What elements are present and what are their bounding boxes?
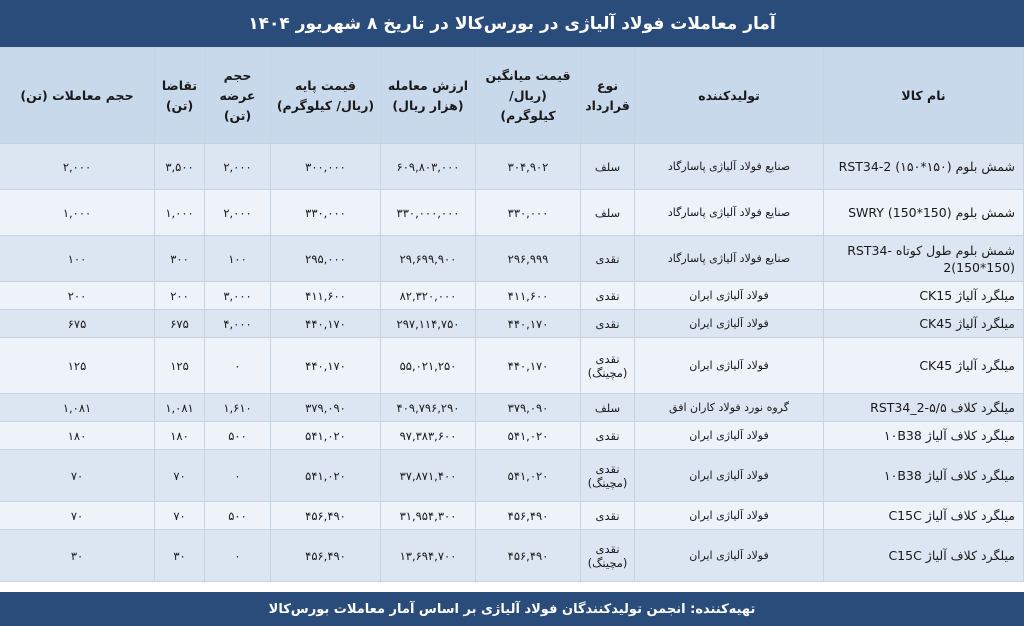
cell-supply: ۱,۶۱۰ bbox=[205, 394, 271, 422]
cell-demand: ۷۰ bbox=[155, 502, 205, 530]
cell-base-price: ۴۴۰,۱۷۰ bbox=[271, 338, 381, 394]
cell-name: میلگرد آلیاژ CK45 bbox=[824, 310, 1024, 338]
cell-supply: ۵۰۰ bbox=[205, 502, 271, 530]
cell-avg-price: ۴۴۰,۱۷۰ bbox=[476, 338, 581, 394]
table-header-row bbox=[0, 48, 1024, 144]
cell-name: شمش بلوم (۱۵۰*۱۵۰) RST34-2 bbox=[824, 144, 1024, 190]
cell-avg-price: ۲۹۶,۹۹۹ bbox=[476, 236, 581, 282]
cell-name: میلگرد کلاف ۵/۵-RST34_2 bbox=[824, 394, 1024, 422]
cell-supply: ۰ bbox=[205, 530, 271, 582]
cell-trade-value: ۳۱,۹۵۴,۳۰۰ bbox=[381, 502, 476, 530]
cell-supply: ۵۰۰ bbox=[205, 422, 271, 450]
cell-name: شمش بلوم (150*150) SWRY bbox=[824, 190, 1024, 236]
cell-trade-value: ۳۳۰,۰۰۰,۰۰۰ bbox=[381, 190, 476, 236]
table-row bbox=[0, 394, 1024, 422]
cell-producer: صنایع فولاد آلیاژی پاسارگاد bbox=[635, 144, 824, 190]
header-supply: حجم عرضه (تن) bbox=[205, 48, 271, 144]
table-row bbox=[0, 144, 1024, 190]
table-body bbox=[0, 144, 1024, 582]
cell-contract: نقدی (مچینگ) bbox=[581, 450, 635, 502]
cell-avg-price: ۵۴۱,۰۲۰ bbox=[476, 450, 581, 502]
cell-base-price: ۴۵۶,۴۹۰ bbox=[271, 502, 381, 530]
table-row bbox=[0, 236, 1024, 282]
cell-supply: ۲,۰۰۰ bbox=[205, 144, 271, 190]
cell-supply: ۱۰۰ bbox=[205, 236, 271, 282]
cell-volume: ۶۷۵ bbox=[0, 310, 155, 338]
cell-volume: ۳۰ bbox=[0, 530, 155, 582]
table-row bbox=[0, 310, 1024, 338]
header-trade-value: ارزش معامله (هزار ریال) bbox=[381, 48, 476, 144]
cell-contract: نقدی bbox=[581, 502, 635, 530]
cell-contract: نقدی bbox=[581, 310, 635, 338]
cell-producer: صنایع فولاد آلیاژی پاسارگاد bbox=[635, 236, 824, 282]
cell-avg-price: ۳۳۰,۰۰۰ bbox=[476, 190, 581, 236]
cell-demand: ۱۲۵ bbox=[155, 338, 205, 394]
table-row bbox=[0, 530, 1024, 582]
cell-trade-value: ۸۲,۳۲۰,۰۰۰ bbox=[381, 282, 476, 310]
cell-name: میلگرد کلاف آلیاژ ۱۰B38 bbox=[824, 450, 1024, 502]
cell-volume: ۲۰۰ bbox=[0, 282, 155, 310]
cell-contract: سلف bbox=[581, 144, 635, 190]
cell-contract: سلف bbox=[581, 394, 635, 422]
cell-contract: نقدی (مچینگ) bbox=[581, 338, 635, 394]
trades-table bbox=[0, 47, 1024, 582]
cell-demand: ۶۷۵ bbox=[155, 310, 205, 338]
cell-base-price: ۴۴۰,۱۷۰ bbox=[271, 310, 381, 338]
cell-avg-price: ۴۵۶,۴۹۰ bbox=[476, 530, 581, 582]
header-name: نام کالا bbox=[824, 48, 1024, 144]
cell-supply: ۴,۰۰۰ bbox=[205, 310, 271, 338]
cell-avg-price: ۳۰۴,۹۰۲ bbox=[476, 144, 581, 190]
cell-volume: ۷۰ bbox=[0, 450, 155, 502]
cell-producer: فولاد آلیاژی ایران bbox=[635, 310, 824, 338]
cell-demand: ۳۰ bbox=[155, 530, 205, 582]
cell-demand: ۳۰۰ bbox=[155, 236, 205, 282]
cell-base-price: ۳۰۰,۰۰۰ bbox=[271, 144, 381, 190]
cell-base-price: ۳۷۹,۰۹۰ bbox=[271, 394, 381, 422]
report-title: آمار معاملات فولاد آلیاژی در بورس‌کالا در تاریخ ۸ شهریور ۱۴۰۴ bbox=[0, 0, 1024, 47]
cell-producer: گروه نورد فولاد کاران افق bbox=[635, 394, 824, 422]
cell-producer: فولاد آلیاژی ایران bbox=[635, 530, 824, 582]
cell-volume: ۲,۰۰۰ bbox=[0, 144, 155, 190]
cell-base-price: ۴۵۶,۴۹۰ bbox=[271, 530, 381, 582]
header-volume: حجم معاملات (تن) bbox=[0, 48, 155, 144]
cell-base-price: ۲۹۵,۰۰۰ bbox=[271, 236, 381, 282]
table-row bbox=[0, 450, 1024, 502]
cell-producer: صنایع فولاد آلیاژی پاسارگاد bbox=[635, 190, 824, 236]
cell-producer: فولاد آلیاژی ایران bbox=[635, 282, 824, 310]
cell-avg-price: ۴۱۱,۶۰۰ bbox=[476, 282, 581, 310]
cell-contract: نقدی (مچینگ) bbox=[581, 530, 635, 582]
header-base-price: قیمت پایه (ریال/ کیلوگرم) bbox=[271, 48, 381, 144]
cell-base-price: ۵۴۱,۰۲۰ bbox=[271, 450, 381, 502]
cell-demand: ۱,۰۸۱ bbox=[155, 394, 205, 422]
table-row bbox=[0, 502, 1024, 530]
cell-supply: ۰ bbox=[205, 338, 271, 394]
cell-trade-value: ۴۰۹,۷۹۶,۲۹۰ bbox=[381, 394, 476, 422]
cell-trade-value: ۵۵,۰۲۱,۲۵۰ bbox=[381, 338, 476, 394]
cell-trade-value: ۳۷,۸۷۱,۴۰۰ bbox=[381, 450, 476, 502]
cell-avg-price: ۳۷۹,۰۹۰ bbox=[476, 394, 581, 422]
cell-supply: ۳,۰۰۰ bbox=[205, 282, 271, 310]
cell-avg-price: ۴۴۰,۱۷۰ bbox=[476, 310, 581, 338]
table-row bbox=[0, 338, 1024, 394]
cell-producer: فولاد آلیاژی ایران bbox=[635, 502, 824, 530]
cell-producer: فولاد آلیاژی ایران bbox=[635, 422, 824, 450]
cell-volume: ۱۲۵ bbox=[0, 338, 155, 394]
cell-volume: ۱۰۰ bbox=[0, 236, 155, 282]
header-contract: نوع قرارداد bbox=[581, 48, 635, 144]
cell-volume: ۱۸۰ bbox=[0, 422, 155, 450]
cell-demand: ۱,۰۰۰ bbox=[155, 190, 205, 236]
cell-demand: ۷۰ bbox=[155, 450, 205, 502]
cell-base-price: ۳۳۰,۰۰۰ bbox=[271, 190, 381, 236]
cell-volume: ۷۰ bbox=[0, 502, 155, 530]
table-row bbox=[0, 282, 1024, 310]
cell-demand: ۲۰۰ bbox=[155, 282, 205, 310]
cell-contract: نقدی bbox=[581, 236, 635, 282]
header-avg-price: قیمت میانگین (ریال/ کیلوگرم) bbox=[476, 48, 581, 144]
cell-producer: فولاد آلیاژی ایران bbox=[635, 338, 824, 394]
cell-name: میلگرد کلاف آلیاژ C15C bbox=[824, 530, 1024, 582]
cell-contract: نقدی bbox=[581, 422, 635, 450]
cell-contract: نقدی bbox=[581, 282, 635, 310]
cell-contract: سلف bbox=[581, 190, 635, 236]
cell-trade-value: ۶۰۹,۸۰۳,۰۰۰ bbox=[381, 144, 476, 190]
cell-name: میلگرد کلاف آلیاژ ۱۰B38 bbox=[824, 422, 1024, 450]
cell-avg-price: ۴۵۶,۴۹۰ bbox=[476, 502, 581, 530]
cell-trade-value: ۲۹,۶۹۹,۹۰۰ bbox=[381, 236, 476, 282]
cell-trade-value: ۹۷,۳۸۳,۶۰۰ bbox=[381, 422, 476, 450]
cell-name: میلگرد کلاف آلیاژ C15C bbox=[824, 502, 1024, 530]
cell-demand: ۱۸۰ bbox=[155, 422, 205, 450]
cell-volume: ۱,۰۰۰ bbox=[0, 190, 155, 236]
cell-volume: ۱,۰۸۱ bbox=[0, 394, 155, 422]
header-demand: تقاضا (تن) bbox=[155, 48, 205, 144]
cell-avg-price: ۵۴۱,۰۲۰ bbox=[476, 422, 581, 450]
cell-trade-value: ۱۳,۶۹۴,۷۰۰ bbox=[381, 530, 476, 582]
cell-base-price: ۵۴۱,۰۲۰ bbox=[271, 422, 381, 450]
report-footer: تهیه‌کننده: انجمن تولیدکنندگان فولاد آلیاژی بر اساس آمار معاملات بورس‌کالا bbox=[0, 592, 1024, 626]
cell-trade-value: ۲۹۷,۱۱۴,۷۵۰ bbox=[381, 310, 476, 338]
cell-supply: ۲,۰۰۰ bbox=[205, 190, 271, 236]
cell-name: میلگرد آلیاژ CK45 bbox=[824, 338, 1024, 394]
table-row bbox=[0, 422, 1024, 450]
table-row bbox=[0, 190, 1024, 236]
cell-demand: ۳,۵۰۰ bbox=[155, 144, 205, 190]
cell-base-price: ۴۱۱,۶۰۰ bbox=[271, 282, 381, 310]
cell-name: میلگرد آلیاژ CK15 bbox=[824, 282, 1024, 310]
header-producer: تولیدکننده bbox=[635, 48, 824, 144]
cell-name: شمش بلوم طول کوتاه RST34-2(150*150) bbox=[824, 236, 1024, 282]
cell-producer: فولاد آلیاژی ایران bbox=[635, 450, 824, 502]
cell-supply: ۰ bbox=[205, 450, 271, 502]
